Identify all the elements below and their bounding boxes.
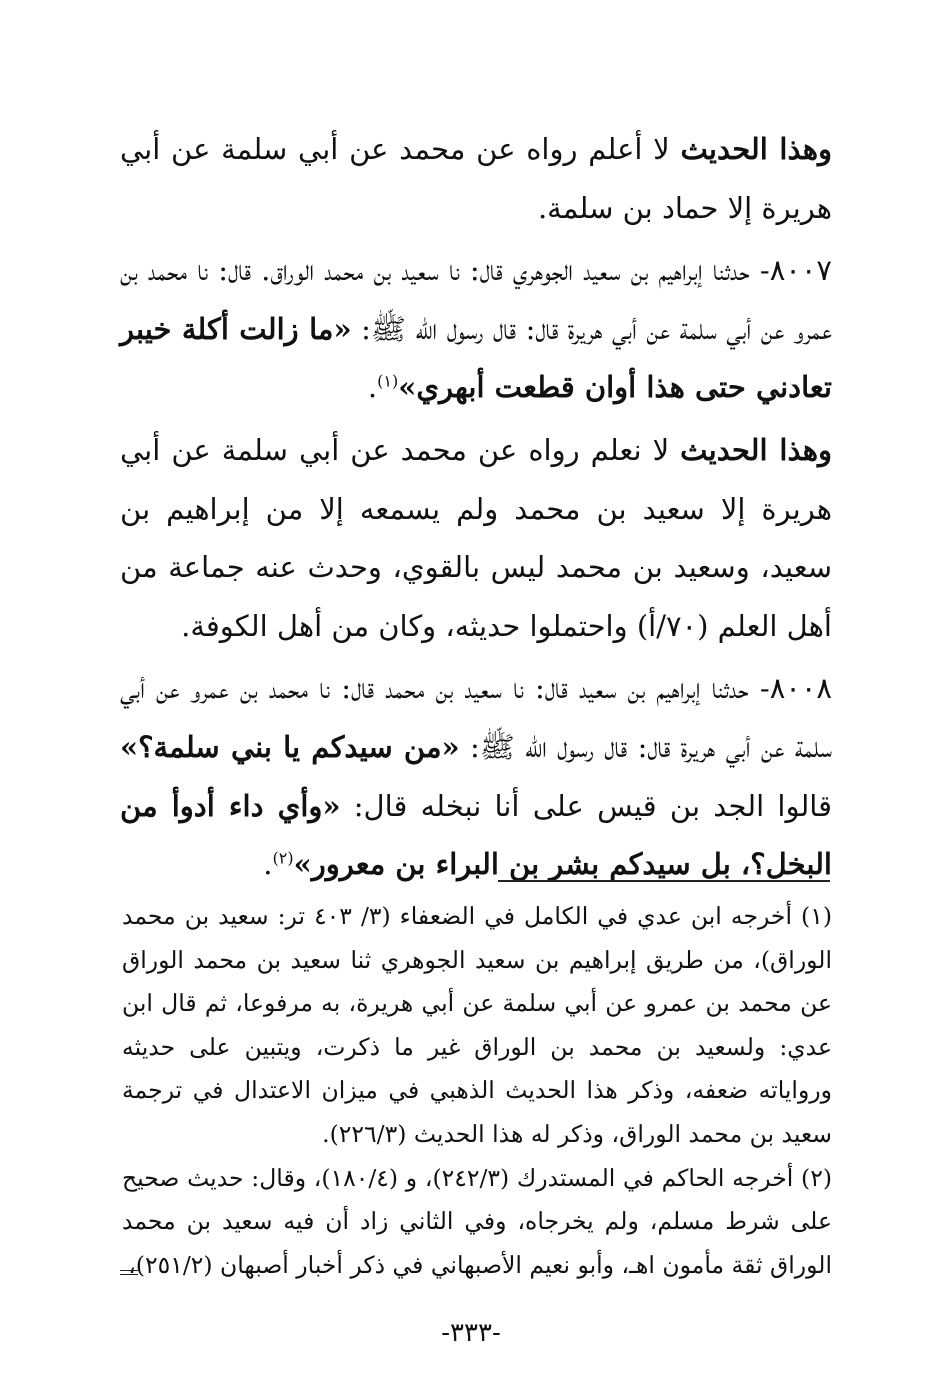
footnote-1 [122, 895, 832, 1157]
paragraph-text: ٨٠٠٧- حدثنا إبراهيم بن سعيد الجوهري قال: نا سعيد بن محمد الوراق. قال: نا محمد بن عمرو عن أبي سلمة عن أبي هريرة قال: قال رسول الله ﷺ: [120, 253, 833, 346]
footnote-separator [498, 880, 830, 882]
paragraph-text: ٨٠٠٨- حدثنا إبراهيم بن سعيد قال: نا سعيد بن محمد قال: نا محمد بن عمرو عن أبي سلمة عن أبي هريرة قال: قال رسول الله ﷺ: [120, 671, 832, 764]
footnote-text: أخرجه الحاكم في المستدرك (٢٤٢/٣)، و (١٨٠/٤)، وقال: حديث صحيح على شرط مسلم، ولم يخرجاه، وفي الثاني زاد أن فيه سعيد بن محمد الوراق ثقة مأمون اهـ، وأبو نعيم الأصبهاني في ذكر أخبار أصبهان (٢٥١/٢)، [122, 1163, 832, 1279]
period: . [263, 847, 273, 882]
hadith-quote: «من سيدكم يا بني سلمة؟» [120, 729, 460, 764]
period: . [367, 370, 378, 405]
footnote-number: (٢) [801, 1163, 832, 1192]
continuation-mark [120, 1270, 138, 1275]
paragraph-3 [120, 421, 832, 655]
paragraph-text: لا أعلم رواه عن محمد عن أبي سلمة عن أبي هريرة إلا حماد بن سلمة. [120, 132, 832, 225]
footnote-text: أخرجه ابن عدي في الكامل في الضعفاء (٣/ ٤٠٣ تر: سعيد بن محمد الوراق)، من طريق إبراهيم بن سعيد الجوهري ثنا سعيد بن محمد الوراق عن محمد بن عمرو عن أبي سلمة عن أبي هريرة، به مرفوعا، ثم قال ابن عدي: ولسعيد بن محمد بن الوراق غير ما ذكرت، ويتبين على حديثه ورواياته ضعفه، وذكر هذا الحديث الذهبي في ميزان الاعتدال في ترجمة سعيد بن محمد الوراق، وذكر له هذا الحديث (٢٢٦/٣). [122, 902, 832, 1148]
bold-phrase: وهذا الحديث [680, 132, 832, 166]
footnote-ref-2[interactable]: (٢) [272, 848, 294, 868]
bold-phrase: وهذا الحديث [680, 432, 832, 467]
footnote-ref-1[interactable]: (١) [377, 371, 399, 391]
paragraph-1 [120, 120, 832, 237]
paragraph-text: لا نعلم رواه عن محمد عن أبي سلمة عن أبي هريرة إلا سعيد بن محمد ولم يسمعه إلا من إبراهيم بن سعيد، وسعيد بن محمد ليس بالقوي، وحدث عنه جماعة من أهل العلم (٧٠/أ) واحتملوا حديثه، وكان من أهل الكوفة. [120, 432, 832, 643]
hadith-8007 [120, 241, 832, 417]
main-text [120, 120, 832, 898]
footnote-number: (١) [801, 902, 832, 930]
page-number: -٣٣٣- [441, 1318, 501, 1348]
hadith-8008 [120, 659, 832, 893]
hadith-quote: «وأي داء أدوأ من البخل؟، بل سيدكم بشر بن البراء بن معرور» [120, 788, 832, 882]
paragraph-text: قالوا الجد بن قيس على أنا نبخله قال: [340, 788, 832, 823]
footnotes [122, 895, 832, 1287]
hadith-quote: «ما زالت أكلة خيبر تعادني حتى هذا أوان قطعت أبهري» [120, 311, 832, 405]
footnote-2 [122, 1157, 832, 1288]
